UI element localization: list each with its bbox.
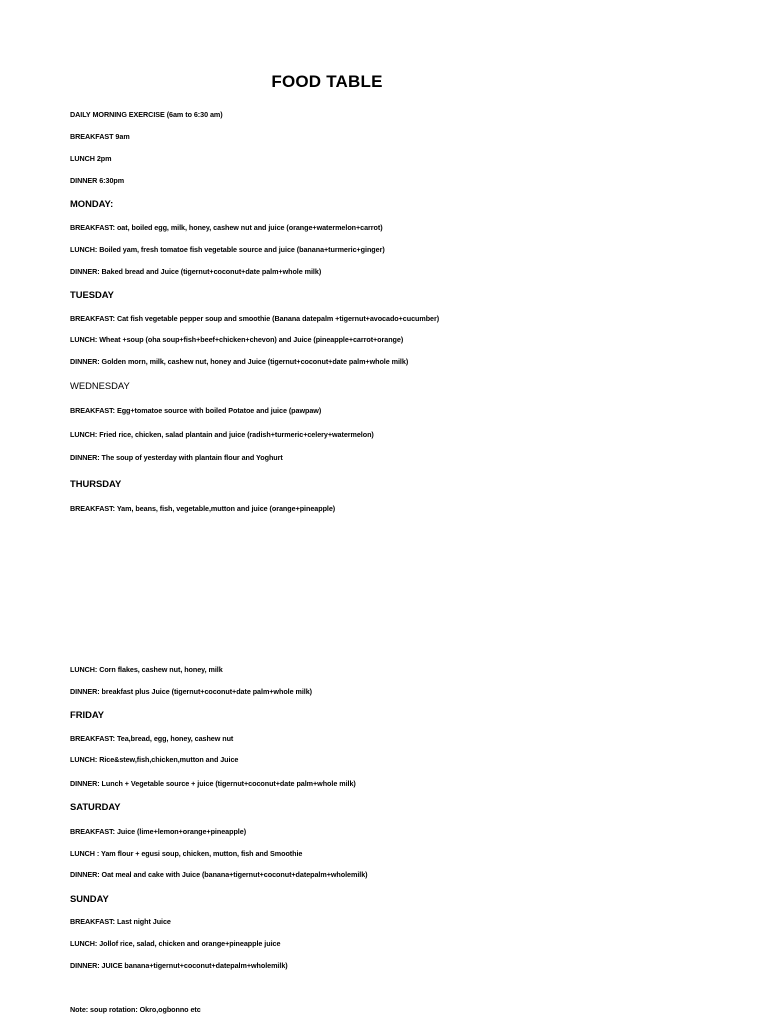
- saturday-lunch: LUNCH : Yam flour + egusi soup, chicken, mutton, fish and Smoothie: [70, 849, 303, 858]
- friday-dinner: DINNER: Lunch + Vegetable source + juice (tigernut+coconut+date palm+whole milk): [70, 779, 356, 788]
- saturday-heading: SATURDAY: [70, 801, 121, 812]
- page-title: FOOD TABLE: [271, 72, 383, 91]
- thursday-lunch: LUNCH: Corn flakes, cashew nut, honey, milk: [70, 665, 223, 674]
- exercise-time: DAILY MORNING EXERCISE (6am to 6:30 am): [70, 110, 223, 119]
- thursday-heading: THURSDAY: [70, 478, 122, 489]
- sunday-breakfast: BREAKFAST: Last night Juice: [70, 917, 171, 926]
- saturday-dinner: DINNER: Oat meal and cake with Juice (banana+tigernut+coconut+datepalm+wholemilk): [70, 870, 368, 879]
- lunch-time: LUNCH 2pm: [70, 154, 112, 163]
- dinner-time: DINNER 6:30pm: [70, 176, 125, 185]
- wednesday-lunch: LUNCH: Fried rice, chicken, salad plantain and juice (radish+turmeric+celery+watermelon): [70, 430, 374, 439]
- soup-rotation-note: Note: soup rotation: Okro,ogbonno etc: [70, 1005, 201, 1014]
- monday-breakfast: BREAKFAST: oat, boiled egg, milk, honey, cashew nut and juice (orange+watermelon+carrot): [70, 223, 383, 232]
- wednesday-heading: WEDNESDAY: [70, 380, 130, 391]
- monday-dinner: DINNER: Baked bread and Juice (tigernut+coconut+date palm+whole milk): [70, 267, 322, 276]
- sunday-heading: SUNDAY: [70, 893, 109, 904]
- friday-lunch: LUNCH: Rice&stew,fish,chicken,mutton and Juice: [70, 755, 239, 764]
- wednesday-breakfast: BREAKFAST: Egg+tomatoe source with boiled Potatoe and juice (pawpaw): [70, 406, 322, 415]
- monday-heading: MONDAY:: [70, 198, 114, 209]
- breakfast-time: BREAKFAST 9am: [70, 132, 130, 141]
- tuesday-heading: TUESDAY: [70, 289, 114, 300]
- friday-heading: FRIDAY: [70, 709, 105, 720]
- thursday-breakfast: BREAKFAST: Yam, beans, fish, vegetable,mutton and juice (orange+pineapple): [70, 504, 336, 513]
- sunday-dinner: DINNER: JUICE banana+tigernut+coconut+datepalm+wholemilk): [70, 961, 288, 970]
- monday-lunch: LUNCH: Boiled yam, fresh tomatoe fish vegetable source and juice (banana+turmeric+ginger): [70, 245, 385, 254]
- sunday-lunch: LUNCH: Jollof rice, salad, chicken and orange+pineapple juice: [70, 939, 281, 948]
- tuesday-breakfast: BREAKFAST: Cat fish vegetable pepper soup and smoothie (Banana datepalm +tigernut+avocado+cucumber): [70, 314, 440, 323]
- tuesday-dinner: DINNER: Golden morn, milk, cashew nut, honey and Juice (tigernut+coconut+date palm+whole milk): [70, 357, 409, 366]
- wednesday-dinner: DINNER: The soup of yesterday with plantain flour and Yoghurt: [70, 453, 283, 462]
- tuesday-lunch: LUNCH: Wheat +soup (oha soup+fish+beef+chicken+chevon) and Juice (pineapple+carrot+orange): [70, 335, 404, 344]
- thursday-dinner: DINNER: breakfast plus Juice (tigernut+coconut+date palm+whole milk): [70, 687, 313, 696]
- friday-breakfast: BREAKFAST: Tea,bread, egg, honey, cashew nut: [70, 734, 234, 743]
- saturday-breakfast: BREAKFAST: Juice (lime+lemon+orange+pineapple): [70, 827, 247, 836]
